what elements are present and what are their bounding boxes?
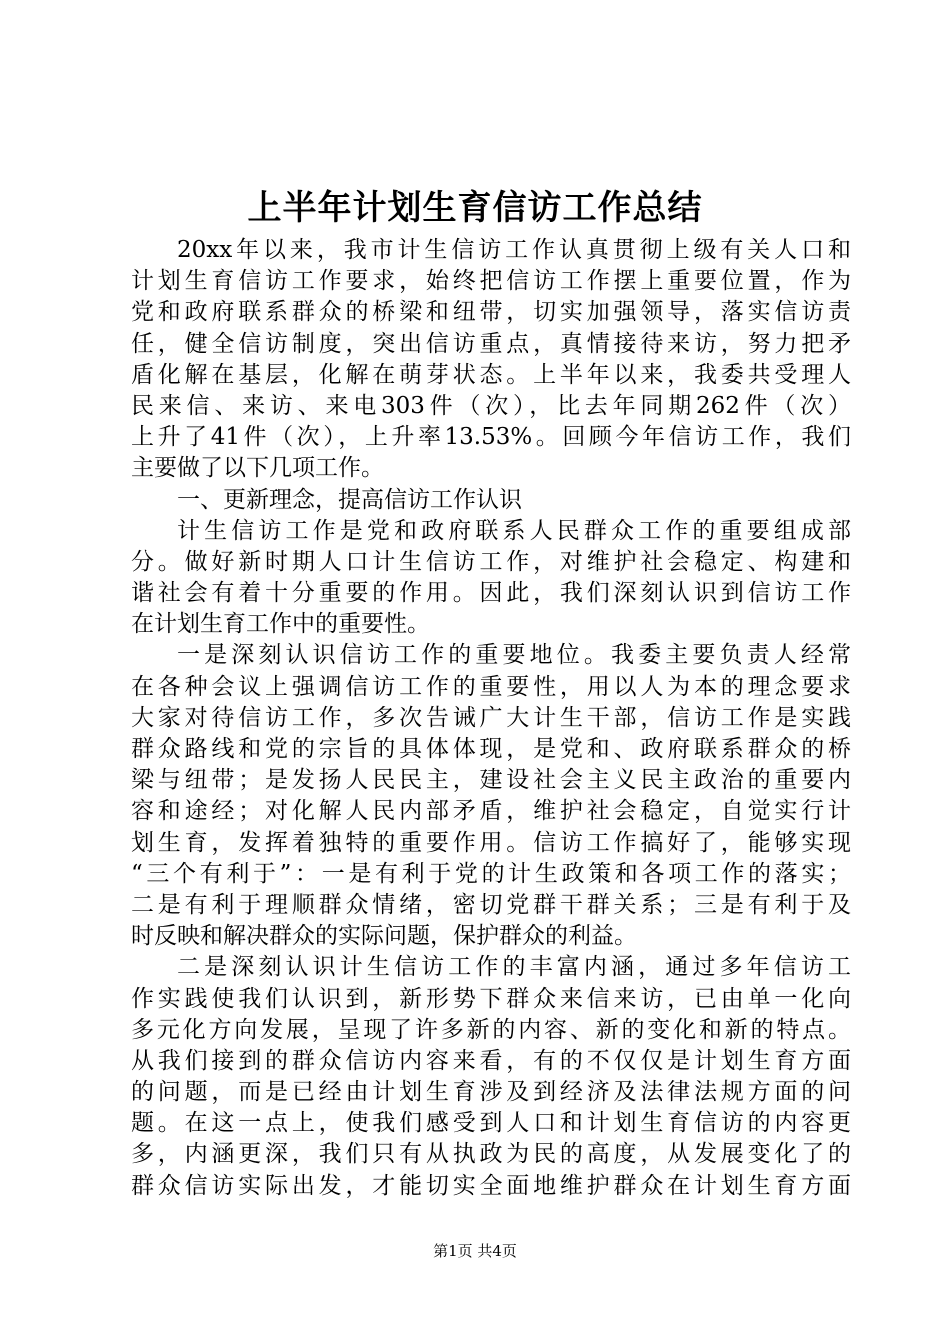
text-line: 20xx年以来，我市计生信访工作认真贯彻上级有关人口和 [177,237,851,263]
text-line: 民来信、来访、来电303件（次），比去年同期262件（次） [131,392,851,419]
text-line: 主要做了以下几项工作。 [131,455,384,482]
text-line: 盾化解在基层，化解在萌芽状态。上半年以来，我委共受理人 [131,361,851,388]
text-line: 多，内涵更深，我们只有从执政为民的高度，从发展变化了的 [131,1141,851,1168]
text-line: 计划生育信访工作要求，始终把信访工作摆上重要位置，作为 [131,268,851,295]
text-line: 从我们接到的群众信访内容来看，有的不仅仅是计划生育方面 [131,1047,851,1074]
text-line: 的问题，而是已经由计划生育涉及到经济及法律法规方面的问 [131,1079,851,1106]
text-line: 在计划生育工作中的重要性。 [131,611,430,638]
text-line: 二是有利于理顺群众情绪，密切党群干群关系；三是有利于及 [131,891,851,918]
text-line: 党和政府联系群众的桥梁和纽带，切实加强领导，落实信访责 [131,299,851,326]
text-line: 容和途经；对化解人民内部矛盾，维护社会稳定，自觉实行计 [131,798,851,825]
text-line: 分。做好新时期人口计生信访工作，对维护社会稳定、构建和 [131,548,851,575]
text-line: 时反映和解决群众的实际问题，保护群众的利益。 [131,923,637,950]
text-line: 群众信访实际出发，才能切实全面地维护群众在计划生育方面 [131,1172,851,1199]
text-line: 任，健全信访制度，突出信访重点，真情接待来访，努力把矛 [131,330,851,357]
text-line: 梁与纽带；是发扬人民民主，建设社会主义民主政治的重要内 [131,767,851,794]
text-line: 多元化方向发展，呈现了许多新的内容、新的变化和新的特点。 [131,1016,851,1043]
text-line: 在各种会议上强调信访工作的重要性，用以人为本的理念要求 [131,673,851,700]
text-line: 大家对待信访工作，多次告诫广大计生干部，信访工作是实践 [131,704,851,731]
text-line: 谐社会有着十分重要的作用。因此，我们深刻认识到信访工作 [131,580,851,607]
text-line: 题。在这一点上，使我们感受到人口和计划生育信访的内容更 [131,1110,851,1137]
document-body [131,235,851,1202]
text-line: 二是深刻认识计生信访工作的丰富内涵，通过多年信访工 [177,954,851,981]
text-line: 划生育，发挥着独特的重要作用。信访工作搞好了，能够实现 [131,829,851,856]
text-line: 上升了41件（次），上升率13.53%。回顾今年信访工作，我们 [131,424,851,451]
text-line: 计生信访工作是党和政府联系人民群众工作的重要组成部 [177,517,851,544]
text-line: 一是深刻认识信访工作的重要地位。我委主要负责人经常 [177,642,851,669]
document-title: 上半年计划生育信访工作总结 [247,188,703,228]
page-footer: 第1页 共4页 [433,1242,517,1260]
text-line: “三个有利于”：一是有利于党的计生政策和各项工作的落实； [131,860,851,887]
text-line: 一、更新理念，提高信访工作认识 [177,486,522,513]
text-line: 群众路线和党的宗旨的具体体现，是党和、政府联系群众的桥 [131,736,851,762]
text-line: 作实践使我们认识到，新形势下群众来信来访，已由单一化向 [131,985,851,1012]
